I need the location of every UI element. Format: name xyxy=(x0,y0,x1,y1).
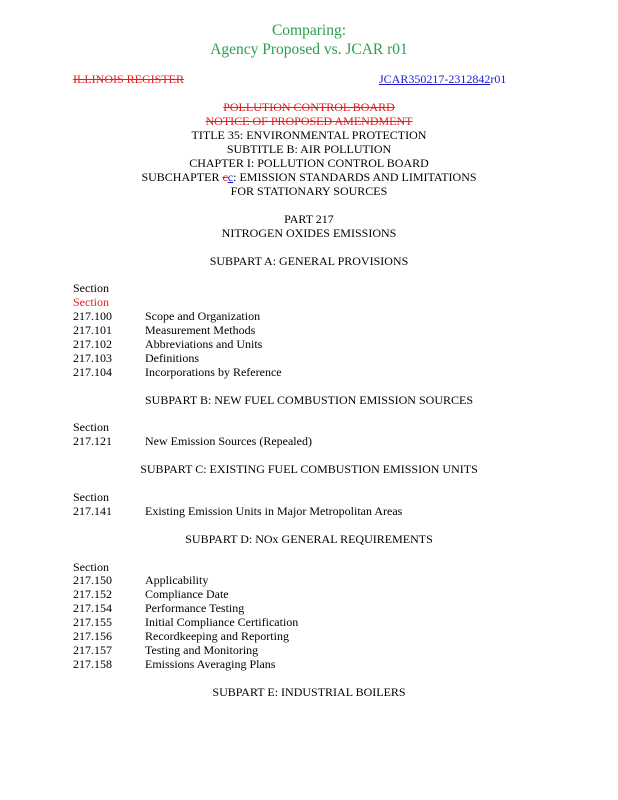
section-title: Recordkeeping and Reporting xyxy=(145,629,289,643)
section-title: Incorporations by Reference xyxy=(145,365,282,379)
subchapter-line-2: FOR STATIONARY SOURCES xyxy=(230,184,388,198)
part-number: PART 217 xyxy=(284,212,334,226)
section-label: Section xyxy=(73,420,109,434)
section-label: Section xyxy=(73,281,109,295)
subpart-d-heading: SUBPART D: NOx GENERAL REQUIREMENTS xyxy=(185,532,433,546)
comparison-subtitle: Agency Proposed vs. JCAR r01 xyxy=(210,41,408,58)
section-label: Section xyxy=(73,490,109,504)
section-title: Definitions xyxy=(145,351,199,365)
section-title: Testing and Monitoring xyxy=(145,643,259,657)
section-label-deleted: Section xyxy=(73,295,109,309)
section-title: Initial Compliance Certification xyxy=(145,615,299,629)
section-number: 217.121 xyxy=(73,434,112,448)
section-number: 217.103 xyxy=(73,351,112,365)
section-label: Section xyxy=(73,560,109,574)
section-number: 217.101 xyxy=(73,323,112,337)
section-title: Measurement Methods xyxy=(145,323,256,337)
notice-deleted: NOTICE OF PROPOSED AMENDMENT xyxy=(205,114,413,128)
register-header-deleted: ILLINOIS REGISTER xyxy=(73,72,184,86)
section-title: Compliance Date xyxy=(145,587,229,601)
subpart-a-heading: SUBPART A: GENERAL PROVISIONS xyxy=(209,254,409,268)
section-number: 217.154 xyxy=(73,601,112,615)
section-title: Scope and Organization xyxy=(145,309,261,323)
jcar-id-inserted: JCAR350217-2312842 xyxy=(379,72,491,86)
section-number: 217.157 xyxy=(73,643,112,657)
chapter-line: CHAPTER I: POLLUTION CONTROL BOARD xyxy=(189,156,429,170)
comparison-title: Comparing: xyxy=(271,22,347,39)
title-line: TITLE 35: ENVIRONMENTAL PROTECTION xyxy=(191,128,427,142)
section-number: 217.150 xyxy=(73,573,112,587)
section-title: New Emission Sources (Repealed) xyxy=(145,434,312,448)
part-name: NITROGEN OXIDES EMISSIONS xyxy=(221,226,397,240)
section-title: Applicability xyxy=(145,573,209,587)
section-number: 217.100 xyxy=(73,309,112,323)
subchapter-rest: : EMISSION STANDARDS AND LIMITATIONS xyxy=(233,170,477,184)
subtitle-line: SUBTITLE B: AIR POLLUTION xyxy=(226,142,392,156)
section-title: Performance Testing xyxy=(145,601,245,615)
subchapter-line xyxy=(0,170,618,185)
section-number: 217.152 xyxy=(73,587,112,601)
section-number: 217.158 xyxy=(73,657,112,671)
section-title: Abbreviations and Units xyxy=(145,337,263,351)
section-number: 217.104 xyxy=(73,365,112,379)
jcar-id-revision: r01 xyxy=(490,72,507,86)
subpart-b-heading: SUBPART B: NEW FUEL COMBUSTION EMISSION SOURCES xyxy=(144,393,473,407)
subchapter-letter-deleted: c xyxy=(222,170,228,184)
section-title: Emissions Averaging Plans xyxy=(145,657,276,671)
subpart-e-heading: SUBPART E: INDUSTRIAL BOILERS xyxy=(212,685,406,699)
section-number: 217.155 xyxy=(73,615,112,629)
section-number: 217.141 xyxy=(73,504,112,518)
jcar-id xyxy=(379,72,506,87)
section-number: 217.102 xyxy=(73,337,112,351)
subpart-c-heading: SUBPART C: EXISTING FUEL COMBUSTION EMISSION UNITS xyxy=(140,462,478,476)
subchapter-letter-inserted: c xyxy=(227,170,234,184)
board-name-deleted: POLLUTION CONTROL BOARD xyxy=(223,100,395,114)
subchapter-prefix: SUBCHAPTER xyxy=(141,170,223,184)
section-title: Existing Emission Units in Major Metropolitan Areas xyxy=(145,504,403,518)
section-number: 217.156 xyxy=(73,629,112,643)
